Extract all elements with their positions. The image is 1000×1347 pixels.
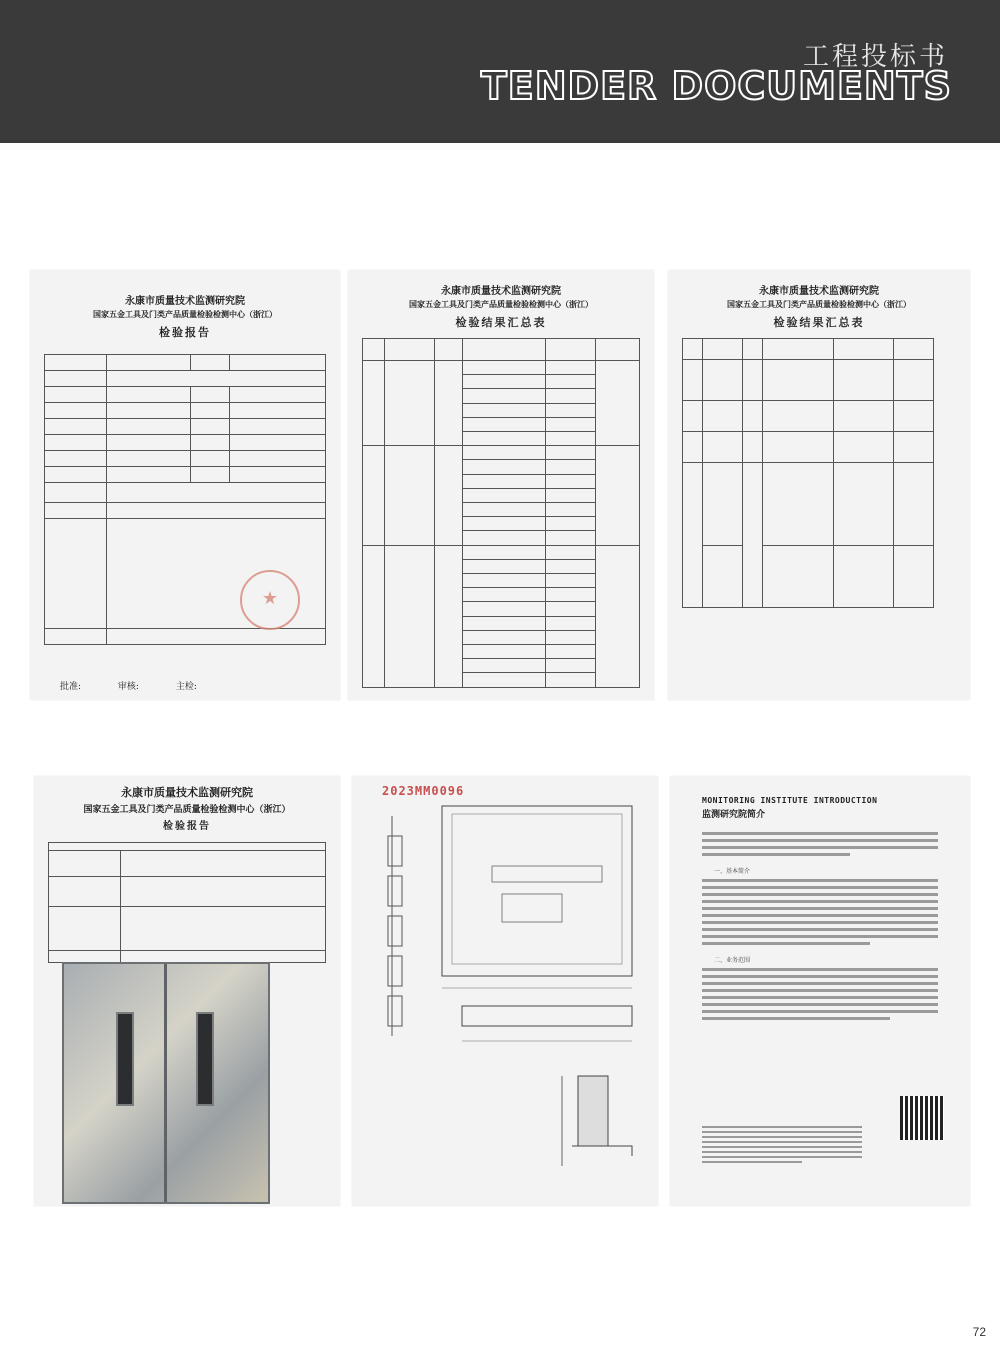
header-title-cn: 工程投标书 bbox=[802, 42, 948, 72]
summary-table bbox=[362, 338, 640, 688]
institute-name: 永康市质量技术监测研究院 bbox=[125, 296, 245, 307]
official-stamp: ★ bbox=[240, 570, 300, 630]
door-window-left bbox=[116, 1012, 134, 1106]
report-cover-page bbox=[30, 270, 340, 700]
page-number: 72 bbox=[972, 1325, 986, 1339]
qr-code[interactable] bbox=[900, 1096, 944, 1140]
door-window-right bbox=[196, 1012, 214, 1106]
center-name: 国家五金工具及门类产品质量检验检测中心（浙江） bbox=[83, 805, 291, 815]
summary-table-page-1 bbox=[348, 270, 654, 700]
intro-paragraph-1 bbox=[670, 832, 970, 856]
header-bar bbox=[0, 0, 1000, 143]
intro-title-en: MONITORING INSTITUTE INTRODUCTION bbox=[702, 796, 878, 805]
institute-name: 永康市质量技术监测研究院 bbox=[759, 286, 879, 297]
summary-title: 检验结果汇总表 bbox=[455, 316, 547, 329]
report-title: 检验报告 bbox=[159, 326, 211, 339]
drawing-diagram bbox=[352, 776, 658, 1206]
signature-row bbox=[60, 679, 231, 692]
center-name: 国家五金工具及门类产品质量检验检测中心（浙江） bbox=[727, 300, 911, 309]
institute-name: 永康市质量技术监测研究院 bbox=[121, 786, 253, 799]
summary-table-page-2 bbox=[668, 270, 970, 700]
institute-intro-page bbox=[670, 776, 970, 1206]
institute-name: 永康市质量技术监测研究院 bbox=[441, 286, 561, 297]
summary-title: 检验结果汇总表 bbox=[773, 316, 865, 329]
center-name: 国家五金工具及门类产品质量检验检测中心（浙江） bbox=[409, 300, 593, 309]
contact-block bbox=[702, 1123, 862, 1166]
header-title-en: TENDER DOCUMENTS bbox=[480, 64, 952, 108]
sample-report-page bbox=[34, 776, 340, 1206]
intro-section-2: 二、业务范围 bbox=[714, 958, 751, 964]
technical-drawing-page bbox=[352, 776, 658, 1206]
summary-table bbox=[682, 338, 934, 608]
center-name: 国家五金工具及门类产品质量检验检测中心（浙江） bbox=[93, 310, 277, 319]
intro-section-1: 一、基本简介 bbox=[714, 869, 751, 875]
sample-info-table bbox=[48, 842, 326, 963]
intro-paragraph-3 bbox=[670, 968, 970, 1020]
signer-inspect: 主检: bbox=[175, 682, 197, 692]
drawing-serial: 2023MM0096 bbox=[382, 784, 465, 798]
intro-paragraph-2 bbox=[670, 879, 970, 945]
report-title: 检验报告 bbox=[163, 821, 211, 832]
intro-title-cn: 监测研究院简介 bbox=[702, 809, 766, 819]
signer-approve: 批准: bbox=[60, 682, 82, 692]
signer-review: 审核: bbox=[117, 682, 139, 692]
fire-door-photo bbox=[62, 962, 270, 1204]
